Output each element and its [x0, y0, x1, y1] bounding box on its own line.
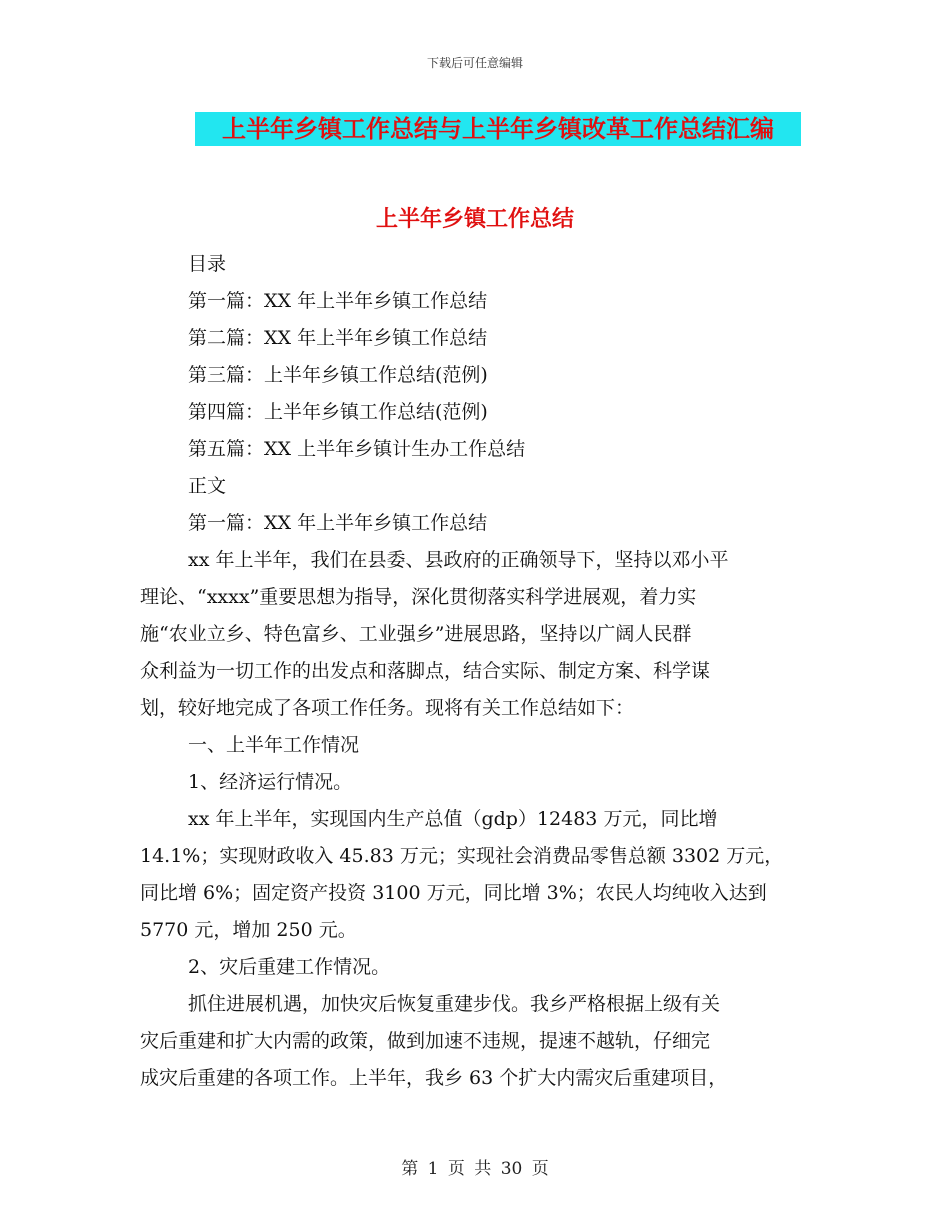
- main-title: 上半年乡镇工作总结与上半年乡镇改革工作总结汇编: [222, 115, 774, 143]
- page-number-footer: 第 1 页 共 30 页: [401, 1159, 549, 1179]
- toc-item-3: 第三篇：上半年乡镇工作总结(范例): [188, 364, 488, 386]
- toc-item-4: 第四篇：上半年乡镇工作总结(范例): [188, 401, 488, 423]
- chapter-title: 第一篇：XX 年上半年乡镇工作总结: [188, 512, 488, 534]
- paragraph-line: 抓住进展机遇，加快灾后恢复重建步伐。我乡严格根据上级有关: [188, 993, 721, 1015]
- subsection-heading: 2、灾后重建工作情况。: [188, 956, 391, 978]
- paragraph-line: 施“农业立乡、特色富乡、工业强乡”进展思路，坚持以广阔人民群: [140, 623, 692, 645]
- section-title: 上半年乡镇工作总结: [375, 207, 574, 232]
- paragraph-line: 众利益为一切工作的出发点和落脚点，结合实际、制定方案、科学谋: [140, 660, 711, 682]
- toc-item-5: 第五篇：XX 上半年乡镇计生办工作总结: [188, 438, 526, 460]
- paragraph-line: 划，较好地完成了各项工作任务。现将有关工作总结如下：: [140, 697, 635, 719]
- toc-heading: 目录: [188, 253, 227, 275]
- header-note: 下载后可任意编辑: [426, 56, 523, 70]
- paragraph-line: xx 年上半年，实现国内生产总值（gdp）12483 万元，同比增: [188, 808, 718, 830]
- main-title-highlight: [195, 112, 801, 146]
- paragraph-line: 成灾后重建的各项工作。上半年，我乡 63 个扩大内需灾后重建项目，: [140, 1067, 728, 1089]
- paragraph-line: xx 年上半年，我们在县委、县政府的正确领导下，坚持以邓小平: [188, 549, 729, 571]
- toc-item-1: 第一篇：XX 年上半年乡镇工作总结: [188, 290, 488, 312]
- subsection-heading: 1、经济运行情况。: [188, 771, 353, 793]
- section-heading: 一、上半年工作情况: [188, 734, 360, 756]
- paragraph-line: 理论、“xxxx”重要思想为指导，深化贯彻落实科学进展观，着力实: [140, 586, 697, 608]
- paragraph-line: 14.1%；实现财政收入 45.83 万元；实现社会消费品零售总额 3302 万元，: [140, 845, 784, 867]
- toc-item-2: 第二篇：XX 年上半年乡镇工作总结: [188, 327, 488, 349]
- paragraph-line: 灾后重建和扩大内需的政策，做到加速不违规，提速不越轨，仔细完: [140, 1030, 711, 1052]
- paragraph-line: 同比增 6%；固定资产投资 3100 万元，同比增 3%；农民人均纯收入达到: [140, 882, 767, 904]
- document-body: [140, 246, 820, 1097]
- body-heading: 正文: [188, 475, 227, 497]
- paragraph-line: 5770 元，增加 250 元。: [140, 919, 357, 941]
